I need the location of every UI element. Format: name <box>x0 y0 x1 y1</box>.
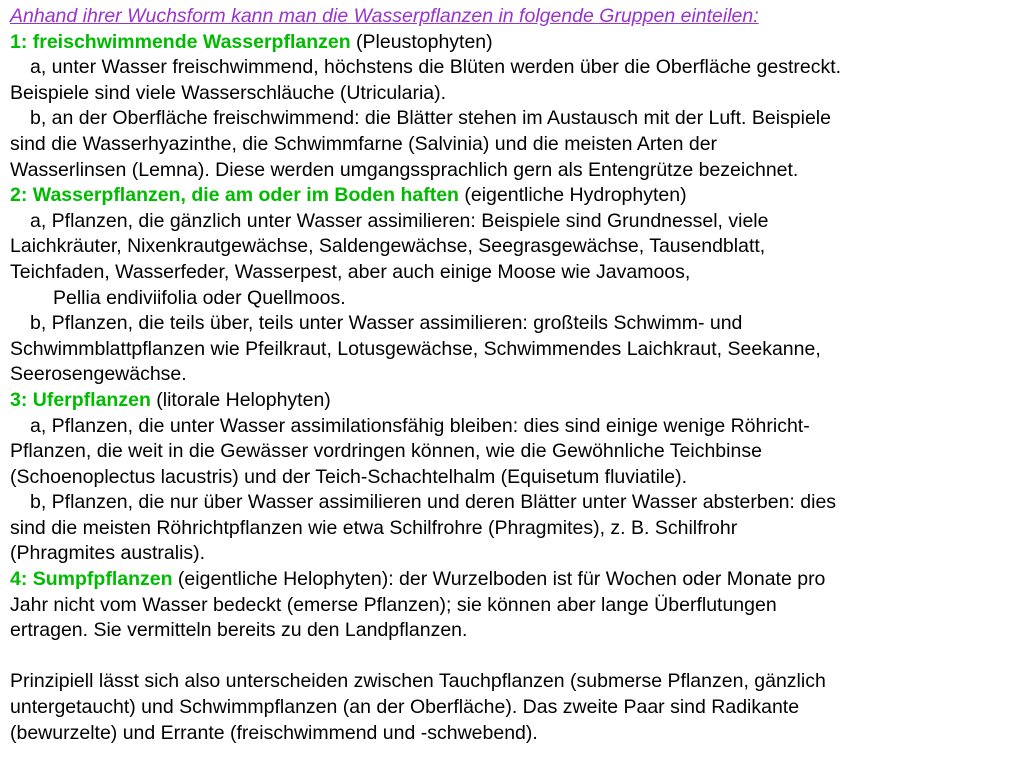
group-2-heading-rest: (eigentliche Hydrophyten) <box>458 184 687 207</box>
group-3-a-line-2: Pflanzen, die weit in die Gewässer vordringen können, wie die Gewöhnliche Teichbinse <box>10 440 762 463</box>
group-3-heading-line <box>10 388 1016 414</box>
group-1-b-line-1: b, an der Oberfläche freischwimmend: die Blätter stehen im Austausch mit der Luft. Beispiele <box>30 107 831 130</box>
group-3-heading-rest: (litorale Helophyten) <box>150 388 331 411</box>
text-line <box>10 516 1016 542</box>
group-3-b-line-1: b, Pflanzen, die nur über Wasser assimilieren und deren Blätter unter Wasser absterben: dies <box>30 491 837 514</box>
text-line <box>10 490 1016 516</box>
group-2-a-line-1: a, Pflanzen, die gänzlich unter Wasser assimilieren: Beispiele sind Grundnessel, viele <box>30 209 769 232</box>
text-line <box>10 439 1016 465</box>
text-line <box>10 286 1016 312</box>
group-1-heading-line <box>10 30 1016 56</box>
text-line <box>10 593 1016 619</box>
text-line <box>10 234 1016 260</box>
text-line <box>10 260 1016 286</box>
group-4-heading-rest: (eigentliche Helophyten): der Wurzelboden ist für Wochen oder Monate pro <box>172 568 826 591</box>
group-1-b-line-3: Wasserlinsen (Lemna). Diese werden umgangssprachlich gern als Entengrütze bezeichnet. <box>10 158 799 181</box>
text-line <box>10 721 1016 747</box>
text-line <box>10 337 1016 363</box>
text-line <box>10 55 1016 81</box>
text-line <box>10 541 1016 567</box>
group-1-heading: 1: freischwimmende Wasserpflanzen <box>10 30 351 53</box>
summary-line-3: (bewurzelte) und Errante (freischwimmend und -schwebend). <box>10 721 538 744</box>
text-line <box>10 209 1016 235</box>
group-3-a-line-3: (Schoenoplectus lacustris) und der Teich-Schachtelhalm (Equisetum fluviatile). <box>10 465 688 488</box>
group-2-a-line-2: Laichkräuter, Nixenkrautgewächse, Saldengewächse, Seegrasgewächse, Tausendblatt, <box>10 235 766 258</box>
group-3-heading: 3: Uferpflanzen <box>10 388 151 411</box>
group-2-a-line-4: Pellia endiviifolia oder Quellmoos. <box>53 286 346 309</box>
text-line <box>10 669 1016 695</box>
group-4-heading-line <box>10 567 1016 593</box>
text-line <box>10 362 1016 388</box>
group-2-heading-line <box>10 183 1016 209</box>
summary-line-2: untergetaucht) und Schwimmpflanzen (an der Oberfläche). Das zweite Paar sind Radikante <box>10 696 800 719</box>
group-3-a-line-1: a, Pflanzen, die unter Wasser assimilationsfähig bleiben: dies sind einige wenige Röhricht- <box>30 414 810 437</box>
document-text <box>10 4 1016 746</box>
group-1-b-line-2: sind die Wasserhyazinthe, die Schwimmfarne (Salvinia) und die meisten Arten der <box>10 132 718 155</box>
group-1-heading-rest: (Pleustophyten) <box>350 30 493 53</box>
group-4-line-3: ertragen. Sie vermitteln bereits zu den Landpflanzen. <box>10 619 468 642</box>
text-line <box>10 132 1016 158</box>
group-2-b-line-1: b, Pflanzen, die teils über, teils unter Wasser assimilieren: großteils Schwimm- und <box>30 312 743 335</box>
text-line <box>10 106 1016 132</box>
text-line <box>10 311 1016 337</box>
group-2-a-line-3: Teichfaden, Wasserfeder, Wasserpest, aber auch einige Moose wie Javamoos, <box>10 260 691 283</box>
group-2-heading: 2: Wasserpflanzen, die am oder im Boden haften <box>10 184 459 207</box>
group-3-b-line-3: (Phragmites australis). <box>10 542 206 565</box>
text-line <box>10 618 1016 644</box>
text-line <box>10 158 1016 184</box>
document-title: Anhand ihrer Wuchsform kann man die Wasserpflanzen in folgende Gruppen einteilen: <box>10 5 759 27</box>
group-4-heading: 4: Sumpfpflanzen <box>10 568 173 591</box>
group-1-a-line-1: a, unter Wasser freischwimmend, höchstens die Blüten werden über die Oberfläche gestreckt. <box>30 56 842 79</box>
group-2-b-line-3: Seerosengewächse. <box>10 363 187 386</box>
group-4-line-2: Jahr nicht vom Wasser bedeckt (emerse Pflanzen); sie können aber lange Überflutungen <box>10 593 777 616</box>
text-line <box>10 414 1016 440</box>
group-3-b-line-2: sind die meisten Röhrichtpflanzen wie etwa Schilfrohre (Phragmites), z. B. Schilfrohr <box>10 516 738 539</box>
group-1-a-line-2: Beispiele sind viele Wasserschläuche (Utricularia). <box>10 81 447 104</box>
text-line <box>10 81 1016 107</box>
summary-line-1: Prinzipiell lässt sich also unterscheiden zwischen Tauchpflanzen (submerse Pflanzen, gänzlich <box>10 670 826 693</box>
group-2-b-line-2: Schwimmblattpflanzen wie Pfeilkraut, Lotusgewächse, Schwimmendes Laichkraut, Seekanne, <box>10 337 821 360</box>
text-line <box>10 465 1016 491</box>
text-line <box>10 695 1016 721</box>
paragraph-gap <box>10 644 1016 670</box>
document-title-line <box>10 4 1016 30</box>
